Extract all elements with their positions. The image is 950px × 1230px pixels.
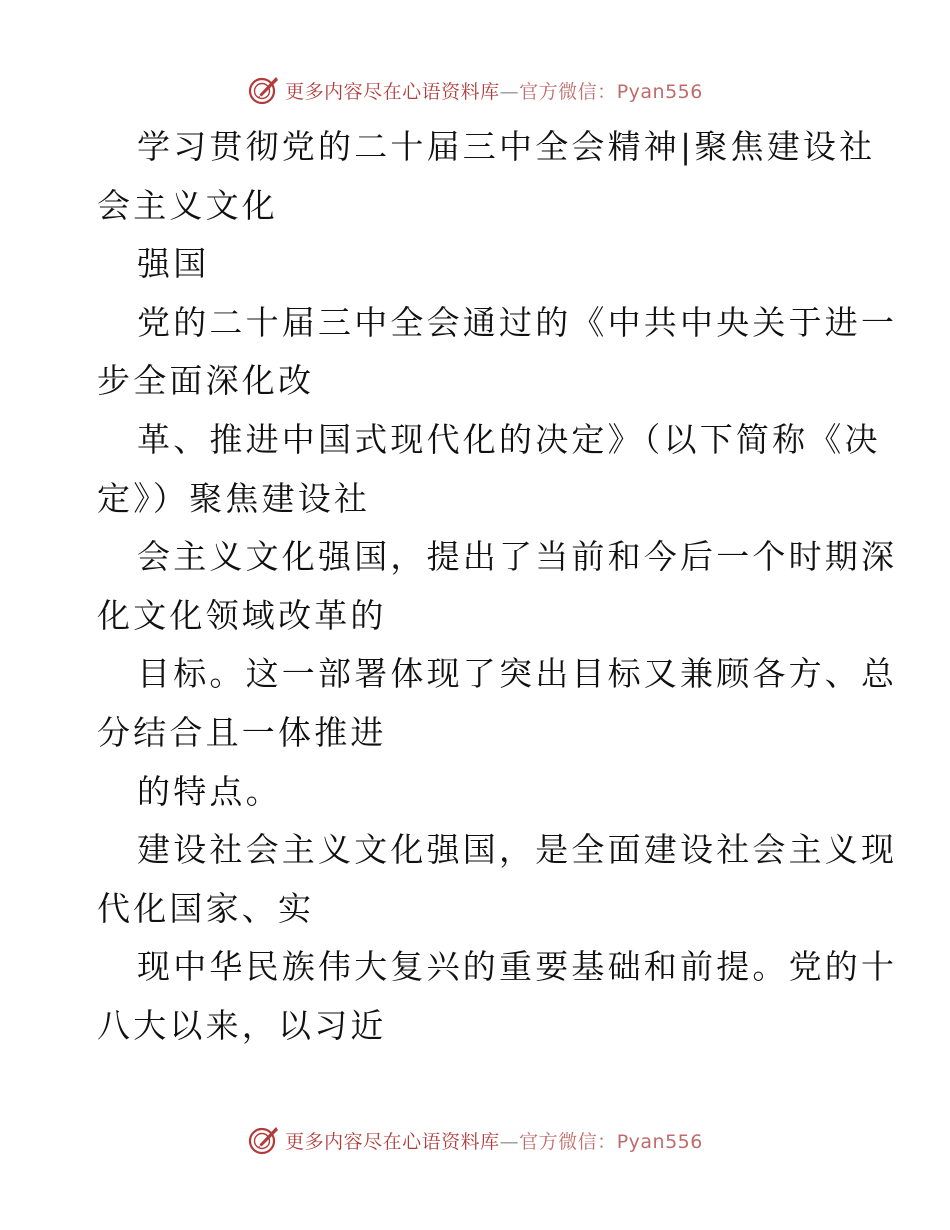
- text-line: 目标。这一部署体现了突出目标又兼顾各方、总: [137, 654, 898, 694]
- text-line: 步全面深化改: [97, 361, 315, 401]
- text-line: 分结合且一体推进: [97, 712, 387, 752]
- quill-logo-icon: [247, 74, 279, 106]
- banner-main-text: 更多内容尽在心语资料库: [285, 80, 500, 103]
- text-line: 革、推进中国式现代化的决定》（以下简称《决: [137, 419, 881, 459]
- text-line: 八大以来，以习近: [97, 1005, 387, 1045]
- text-line: 强国: [137, 244, 210, 284]
- text-line: 建设社会主义文化强国，是全面建设社会主义现: [137, 830, 898, 870]
- banner-wechat-id: Pyan556: [616, 80, 703, 103]
- text-line: 现中华民族伟大复兴的重要基础和前提。党的十: [137, 947, 898, 987]
- banner-separator: —: [499, 1130, 520, 1153]
- text-line: 的特点。: [137, 771, 282, 811]
- text-line: 会主义文化: [97, 185, 278, 225]
- banner-wechat-label: 官方微信：: [519, 1130, 617, 1153]
- text-line: 代化国家、实: [97, 888, 315, 928]
- document-body: [97, 118, 898, 1056]
- quill-logo-icon: [247, 1124, 279, 1156]
- banner-wechat-label: 官方微信：: [519, 80, 617, 103]
- footer-watermark-banner: [0, 1120, 950, 1160]
- text-line: 定》）聚焦建设社: [97, 478, 371, 518]
- banner-wechat-id: Pyan556: [616, 1130, 703, 1153]
- text-line: 党的二十届三中全会通过的《中共中央关于进一: [137, 302, 898, 342]
- header-watermark-banner: [0, 70, 950, 110]
- banner-separator: —: [499, 80, 520, 103]
- text-line: 会主义文化强国，提出了当前和今后一个时期深: [137, 537, 898, 577]
- text-line: 化文化领域改革的: [97, 595, 387, 635]
- banner-main-text: 更多内容尽在心语资料库: [285, 1130, 500, 1153]
- text-line: 学习贯彻党的二十届三中全会精神|聚焦建设社: [137, 127, 876, 166]
